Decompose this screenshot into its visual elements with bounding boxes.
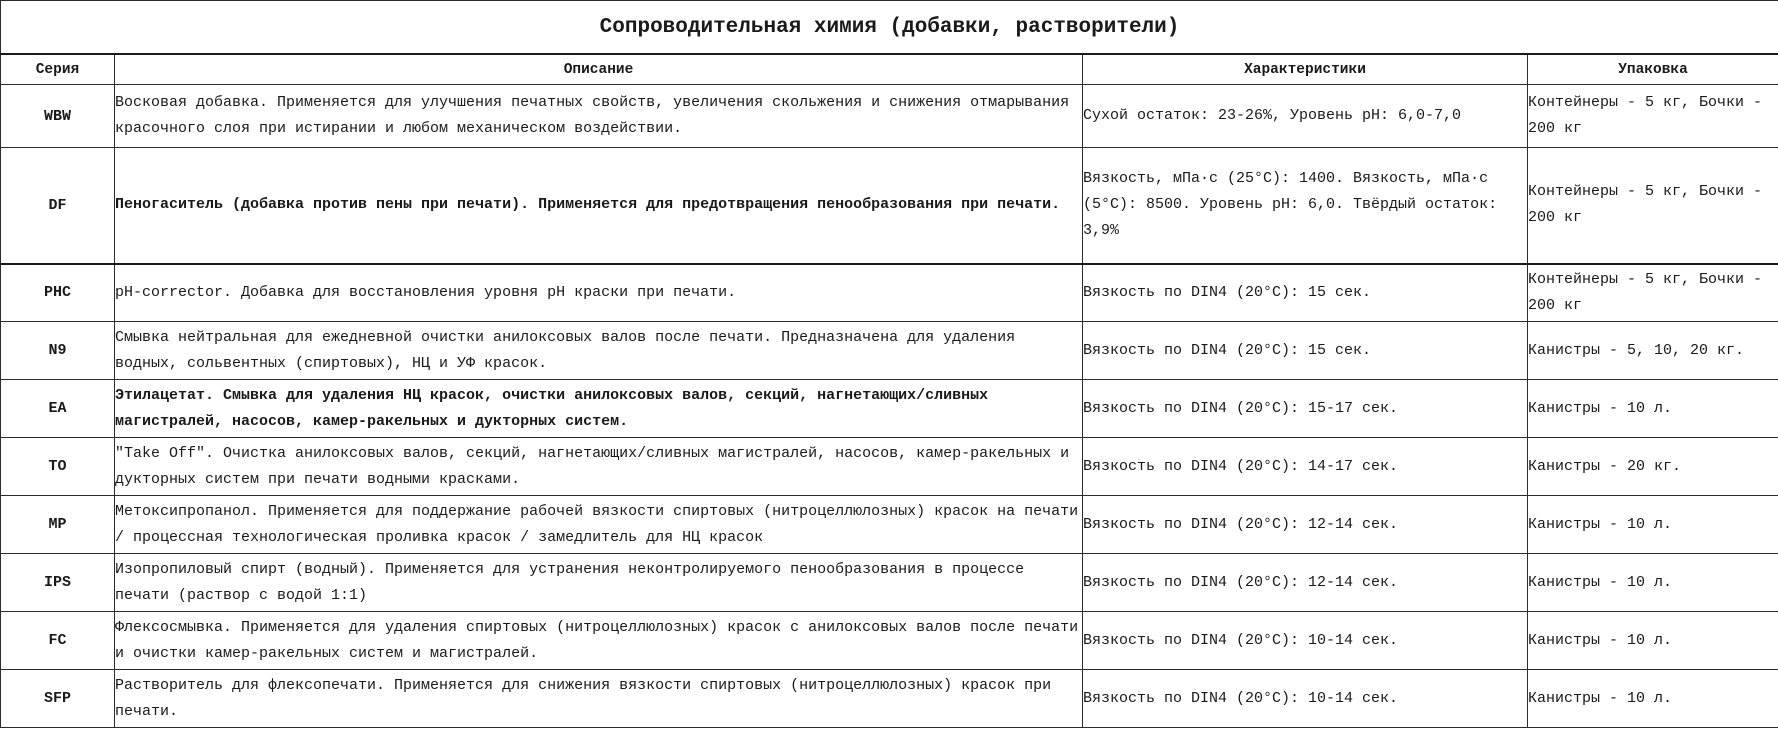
description-cell: pH-corrector. Добавка для восстановления уровня pH краски при печати. [115,264,1083,322]
packaging-cell: Контейнеры - 5 кг, Бочки - 200 кг [1528,148,1778,264]
series-cell: EA [1,380,115,438]
description-cell: Пеногаситель (добавка против пены при печати). Применяется для предотвращения пенообразования при печати. [115,148,1083,264]
packaging-cell: Канистры - 10 л. [1528,496,1778,554]
specs-cell: Вязкость по DIN4 (20°С): 10-14 сек. [1083,670,1528,728]
table-row [1,322,1778,380]
description-cell: Восковая добавка. Применяется для улучшения печатных свойств, увеличения скольжения и снижения отмарывания красочного слоя при истирании и любом механическом воздействии. [115,85,1083,148]
column-header-description: Описание [115,54,1083,85]
series-cell: SFP [1,670,115,728]
table-row [1,148,1778,264]
table-row [1,670,1778,728]
specs-cell: Вязкость по DIN4 (20°С): 15 сек. [1083,264,1528,322]
packaging-cell: Канистры - 5, 10, 20 кг. [1528,322,1778,380]
description-cell: "Take Off". Очистка анилоксовых валов, секций, нагнетающих/сливных магистралей, насосов, камер-ракельных и дукторных систем при печати водными красками. [115,438,1083,496]
packaging-cell: Контейнеры - 5 кг, Бочки - 200 кг [1528,264,1778,322]
specs-cell: Вязкость по DIN4 (20°С): 14-17 сек. [1083,438,1528,496]
series-cell: N9 [1,322,115,380]
specs-cell: Сухой остаток: 23-26%, Уровень pH: 6,0-7,0 [1083,85,1528,148]
table-title: Сопроводительная химия (добавки, растворители) [1,1,1778,55]
description-cell: Этилацетат. Смывка для удаления НЦ красок, очистки анилоксовых валов, секций, нагнетающих/сливных магистралей, насосов, камер-ракельных и дукторных систем. [115,380,1083,438]
packaging-cell: Канистры - 10 л. [1528,670,1778,728]
packaging-cell: Канистры - 10 л. [1528,554,1778,612]
table-row [1,496,1778,554]
series-cell: IPS [1,554,115,612]
series-cell: PHC [1,264,115,322]
table-row [1,264,1778,322]
column-header-packaging: Упаковка [1528,54,1778,85]
table-row [1,85,1778,148]
series-cell: FC [1,612,115,670]
table-row [1,438,1778,496]
table-row [1,554,1778,612]
description-cell: Флексосмывка. Применяется для удаления спиртовых (нитроцеллюлозных) красок с анилоксовых валов после печати и очистки камер-ракельных систем и магистралей. [115,612,1083,670]
column-header-series: Серия [1,54,115,85]
specs-cell: Вязкость по DIN4 (20°С): 12-14 сек. [1083,496,1528,554]
description-cell: Изопропиловый спирт (водный). Применяется для устранения неконтролируемого пенообразования в процессе печати (раствор с водой 1:1) [115,554,1083,612]
description-cell: Смывка нейтральная для ежедневной очистки анилоксовых валов после печати. Предназначена для удаления водных, сольвентных (спиртовых), НЦ и УФ красок. [115,322,1083,380]
table-row [1,612,1778,670]
table-row [1,380,1778,438]
table-body [1,85,1778,728]
series-cell: MP [1,496,115,554]
header-row [1,54,1778,85]
description-cell: Метоксипропанол. Применяется для поддержание рабочей вязкости спиртовых (нитроцеллюлозных) красок на печати / процессная технологическая проливка красок / замедлитель для НЦ красок [115,496,1083,554]
column-header-specs: Характеристики [1083,54,1528,85]
specs-cell: Вязкость по DIN4 (20°С): 15-17 сек. [1083,380,1528,438]
specs-cell: Вязкость по DIN4 (20°С): 10-14 сек. [1083,612,1528,670]
description-cell: Растворитель для флексопечати. Применяется для снижения вязкости спиртовых (нитроцеллюлозных) красок при печати. [115,670,1083,728]
series-cell: WBW [1,85,115,148]
packaging-cell: Канистры - 10 л. [1528,380,1778,438]
packaging-cell: Контейнеры - 5 кг, Бочки - 200 кг [1528,85,1778,148]
specs-cell: Вязкость по DIN4 (20°С): 12-14 сек. [1083,554,1528,612]
packaging-cell: Канистры - 20 кг. [1528,438,1778,496]
series-cell: DF [1,148,115,264]
series-cell: TO [1,438,115,496]
packaging-cell: Канистры - 10 л. [1528,612,1778,670]
specs-cell: Вязкость по DIN4 (20°С): 15 сек. [1083,322,1528,380]
specs-cell: Вязкость, мПа·с (25°С): 1400. Вязкость, мПа·с (5°С): 8500. Уровень pH: 6,0. Твёрдый остаток: 3,9% [1083,148,1528,264]
